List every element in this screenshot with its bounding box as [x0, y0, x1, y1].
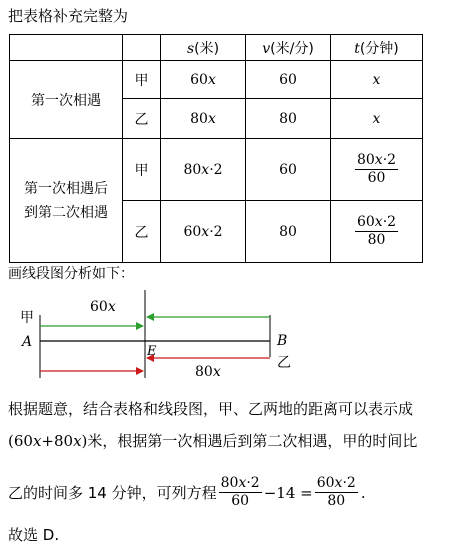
- label-60x: 60x: [90, 299, 116, 315]
- data-table: [9, 34, 423, 263]
- equation-fraction-right: $\frac{60x\cdot 2}{80}$: [316, 475, 356, 510]
- label-e: E: [147, 344, 157, 359]
- diagram-intro: 画线段图分析如下：: [8, 266, 134, 282]
- label-b: B: [277, 333, 288, 349]
- cell-t: x: [331, 61, 423, 99]
- cell-s: 60x: [161, 61, 246, 99]
- fraction: $\frac{60x\cdot 2}{80}$: [356, 213, 397, 248]
- equation-fraction-left: $\frac{80x\cdot 2}{60}$: [220, 475, 260, 510]
- group1-label: 第一次相遇: [10, 61, 123, 139]
- table-row: [10, 139, 423, 201]
- header-v: v(米/分): [246, 35, 331, 61]
- header-empty-2: [123, 35, 161, 61]
- table-header-row: [10, 35, 423, 61]
- cell-v: 80: [246, 99, 331, 139]
- group2-label-line2: 到第二次相遇: [24, 204, 108, 221]
- header-s: s(米): [161, 35, 246, 61]
- cell-s: 80x·2: [161, 139, 246, 201]
- segment-diagram: [8, 285, 308, 380]
- label-yi: 乙: [277, 355, 291, 371]
- table-row: [10, 61, 423, 99]
- paragraph-line2: (60x+80x)米，根据第一次相遇后到第二次相遇，甲的时间比: [8, 432, 418, 450]
- person-label: 乙: [123, 99, 161, 139]
- cell-t: [331, 201, 423, 263]
- paragraph-line1: 根据题意，结合表格和线段图，甲、乙两地的距离可以表示成: [8, 400, 414, 418]
- cell-v: 80: [246, 201, 331, 263]
- person-label: 甲: [123, 139, 161, 201]
- header-t: t(分钟): [331, 35, 423, 61]
- cell-s: 80x: [161, 99, 246, 139]
- person-label: 甲: [123, 61, 161, 99]
- paragraph-line3: 乙的时间多 14 分钟，可列方程 $\frac{80x\cdot 2}{60}$ −14 = $\frac{60x\cdot 2}{80}$ .: [8, 475, 366, 510]
- fraction: $\frac{80x\cdot 2}{60}$: [356, 151, 397, 186]
- cell-v: 60: [246, 139, 331, 201]
- label-jia: 甲: [20, 310, 34, 326]
- label-a: A: [22, 334, 33, 350]
- group2-label: [10, 139, 123, 263]
- header-empty-1: [10, 35, 123, 61]
- cell-t: x: [331, 99, 423, 139]
- group2-label-line1: 第一次相遇后: [24, 180, 108, 197]
- conclusion: 故选 D.: [8, 526, 60, 544]
- cell-t: [331, 139, 423, 201]
- person-label: 乙: [123, 201, 161, 263]
- intro-text: 把表格补充完整为: [8, 7, 129, 25]
- label-80x: 80x: [195, 364, 221, 380]
- cell-s: 60x·2: [161, 201, 246, 263]
- cell-v: 60: [246, 61, 331, 99]
